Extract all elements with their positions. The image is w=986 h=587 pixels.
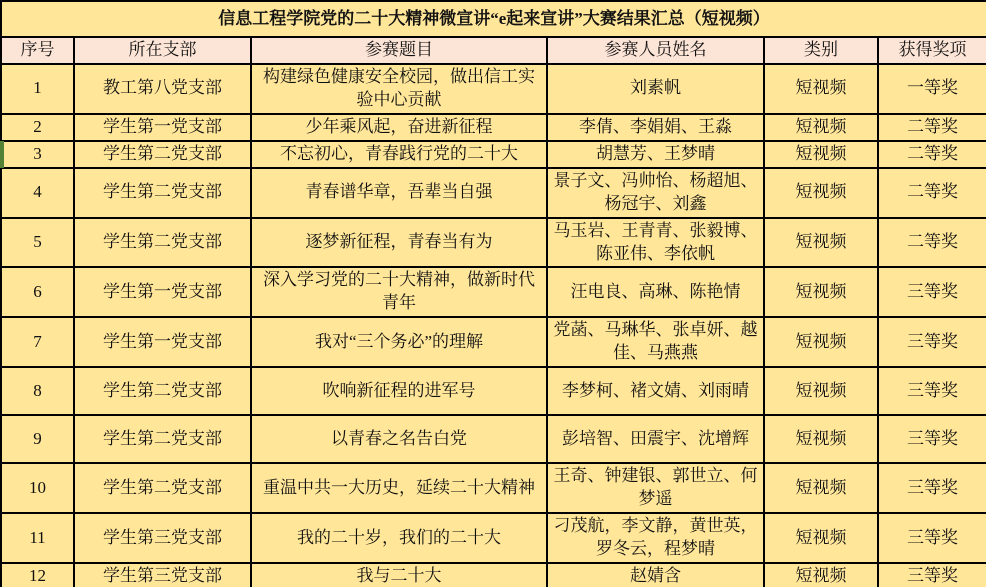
cell-names: 刁茂航，李文静，黄世英，罗冬云，程梦晴 xyxy=(547,513,764,563)
cell-topic: 不忘初心，青春践行党的二十大 xyxy=(251,141,547,168)
cell-no: 5 xyxy=(1,218,74,268)
cell-topic: 我对“三个务必”的理解 xyxy=(251,317,547,367)
table-row xyxy=(1,218,986,268)
cell-names: 胡慧芳、王梦晴 xyxy=(547,141,764,168)
cell-no: 9 xyxy=(1,415,74,463)
cell-topic: 逐梦新征程，青春当有为 xyxy=(251,218,547,268)
cell-branch: 学生第二党支部 xyxy=(74,463,251,513)
cell-topic: 少年乘风起，奋进新征程 xyxy=(251,114,547,141)
cell-branch: 学生第三党支部 xyxy=(74,513,251,563)
column-header-topic: 参赛题目 xyxy=(251,37,547,64)
cell-award: 三等奖 xyxy=(878,317,986,367)
cell-names: 赵婧含 xyxy=(547,563,764,587)
cell-category: 短视频 xyxy=(764,64,878,114)
cell-award: 三等奖 xyxy=(878,415,986,463)
cell-no: 10 xyxy=(1,463,74,513)
cell-award: 二等奖 xyxy=(878,114,986,141)
cell-category: 短视频 xyxy=(764,513,878,563)
cell-topic: 吹响新征程的进军号 xyxy=(251,367,547,415)
cell-category: 短视频 xyxy=(764,367,878,415)
cell-names: 李梦柯、褚文婧、刘雨晴 xyxy=(547,367,764,415)
table-body xyxy=(1,64,986,587)
cell-topic: 我与二十大 xyxy=(251,563,547,587)
table-row xyxy=(1,563,986,587)
table-row xyxy=(1,415,986,463)
column-header-category: 类别 xyxy=(764,37,878,64)
cell-no: 4 xyxy=(1,168,74,218)
cell-category: 短视频 xyxy=(764,168,878,218)
column-header-no: 序号 xyxy=(1,37,74,64)
cell-no: 11 xyxy=(1,513,74,563)
title-row xyxy=(1,1,986,37)
cell-names: 刘素帆 xyxy=(547,64,764,114)
cell-no: 6 xyxy=(1,267,74,317)
table-row xyxy=(1,64,986,114)
cell-category: 短视频 xyxy=(764,267,878,317)
cell-branch: 学生第二党支部 xyxy=(74,168,251,218)
cell-no: 12 xyxy=(1,563,74,587)
cell-award: 三等奖 xyxy=(878,367,986,415)
cell-award: 二等奖 xyxy=(878,218,986,268)
cell-category: 短视频 xyxy=(764,114,878,141)
cell-category: 短视频 xyxy=(764,317,878,367)
cell-no: 2 xyxy=(1,114,74,141)
table-row xyxy=(1,267,986,317)
cell-award: 三等奖 xyxy=(878,563,986,587)
cell-branch: 教工第八党支部 xyxy=(74,64,251,114)
table-title: 信息工程学院党的二十大精神微宣讲“e起来宣讲”大赛结果汇总（短视频） xyxy=(1,1,986,37)
cell-no: 8 xyxy=(1,367,74,415)
cell-names: 彭培智、田震宇、沈增辉 xyxy=(547,415,764,463)
table-row xyxy=(1,317,986,367)
cell-no: 3 xyxy=(1,141,74,168)
cell-category: 短视频 xyxy=(764,463,878,513)
table-row xyxy=(1,114,986,141)
cell-award: 二等奖 xyxy=(878,141,986,168)
cell-award: 三等奖 xyxy=(878,513,986,563)
cell-branch: 学生第一党支部 xyxy=(74,267,251,317)
table-row xyxy=(1,463,986,513)
cell-no: 1 xyxy=(1,64,74,114)
cell-branch: 学生第三党支部 xyxy=(74,563,251,587)
cell-category: 短视频 xyxy=(764,141,878,168)
table-row xyxy=(1,141,986,168)
table-row xyxy=(1,367,986,415)
cell-names: 汪电良、高琳、陈艳情 xyxy=(547,267,764,317)
cell-names: 李倩、李娟娟、王淼 xyxy=(547,114,764,141)
table-row xyxy=(1,513,986,563)
column-header-award: 获得奖项 xyxy=(878,37,986,64)
cell-topic: 以青春之名告白党 xyxy=(251,415,547,463)
cell-award: 二等奖 xyxy=(878,168,986,218)
cell-category: 短视频 xyxy=(764,415,878,463)
cell-topic: 我的二十岁，我们的二十大 xyxy=(251,513,547,563)
cell-no: 7 xyxy=(1,317,74,367)
cell-names: 党菡、马琳华、张卓妍、越佳、马燕燕 xyxy=(547,317,764,367)
cell-topic: 青春谱华章，吾辈当自强 xyxy=(251,168,547,218)
column-header-names: 参赛人员姓名 xyxy=(547,37,764,64)
cell-names: 马玉岩、王青青、张毅博、陈亚伟、李依帆 xyxy=(547,218,764,268)
cell-branch: 学生第二党支部 xyxy=(74,218,251,268)
table-row xyxy=(1,168,986,218)
cell-category: 短视频 xyxy=(764,563,878,587)
cell-award: 一等奖 xyxy=(878,64,986,114)
cell-names: 景子文、冯帅怡、杨超旭、杨冠宇、刘鑫 xyxy=(547,168,764,218)
selected-row-indicator xyxy=(0,141,4,168)
cell-topic: 构建绿色健康安全校园，做出信工实验中心贡献 xyxy=(251,64,547,114)
cell-names: 王奇、钟建银、郭世立、何梦遥 xyxy=(547,463,764,513)
cell-award: 三等奖 xyxy=(878,267,986,317)
cell-branch: 学生第二党支部 xyxy=(74,367,251,415)
cell-branch: 学生第一党支部 xyxy=(74,114,251,141)
cell-branch: 学生第二党支部 xyxy=(74,415,251,463)
cell-topic: 深入学习党的二十大精神，做新时代青年 xyxy=(251,267,547,317)
column-header-branch: 所在支部 xyxy=(74,37,251,64)
cell-topic: 重温中共一大历史，延续二十大精神 xyxy=(251,463,547,513)
cell-branch: 学生第一党支部 xyxy=(74,317,251,367)
cell-category: 短视频 xyxy=(764,218,878,268)
cell-branch: 学生第二党支部 xyxy=(74,141,251,168)
cell-award: 三等奖 xyxy=(878,463,986,513)
header-row xyxy=(1,37,986,64)
